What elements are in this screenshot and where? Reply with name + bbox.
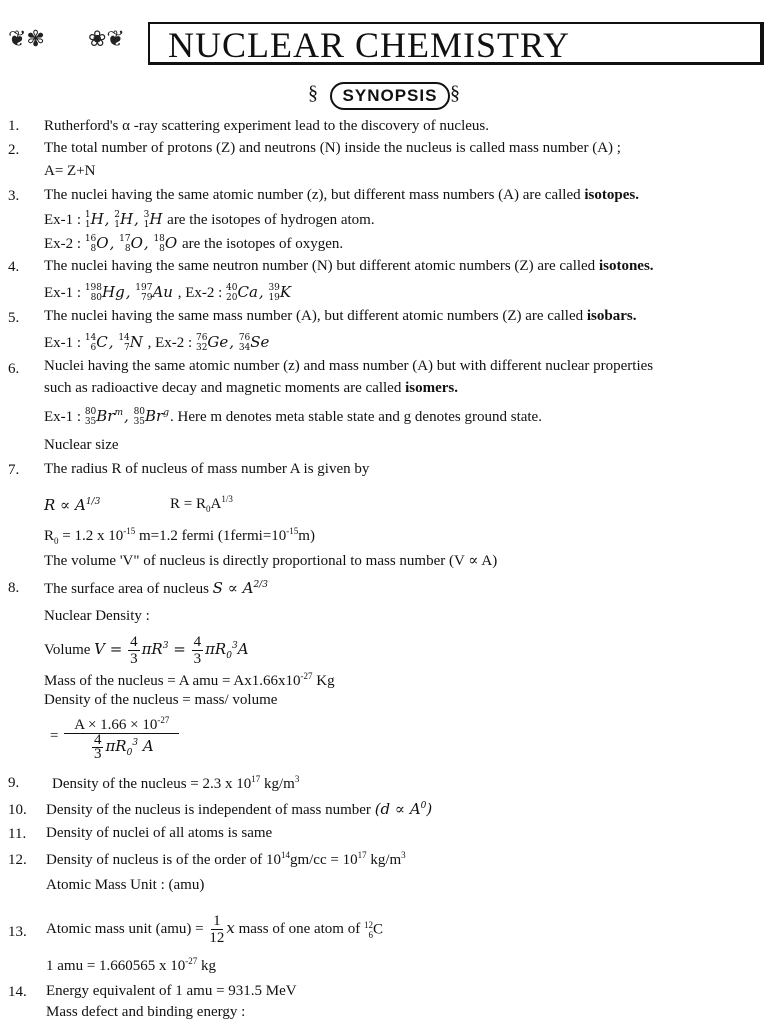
item-number: 7.: [8, 462, 20, 478]
item-number: 3.: [8, 188, 20, 204]
item-text: Density of nuclei of all atoms is same: [46, 825, 273, 841]
example-line: Ex-1 : 14 6 C, 14 7 N , Ex-2 : 76 32 Ge, 76 34 Se: [44, 333, 270, 353]
example-line: Ex-1 : 80 35 Br$^m$, 80 35 Br$^g$. Here m denotes meta stable state and g denotes ground state.: [44, 407, 542, 427]
flourish-icon: §: [308, 82, 318, 104]
subheading: Nuclear size: [44, 437, 119, 453]
formula: = $A \times 1.66 \times 10^{-27}$ $\frac{4}{3}$ $\pi R_0^3$ A: [50, 712, 181, 761]
item-text: Energy equivalent of 1 amu = 931.5 MeV: [46, 983, 297, 999]
item-text: Nuclei having the same atomic number (z) and mass number (A) but with different nuclear properties: [44, 358, 654, 374]
item-number: 11.: [8, 826, 27, 842]
example-line: Ex-1 : 198 80 Hg, 197 79 Au , Ex-2 : 40 20 Ca, 39 19 K: [44, 283, 292, 303]
formula: Volume V = $\frac{4}{3}$ $\pi R^3$ = $\frac{4}{3}$ $\pi R_0^3A$: [44, 634, 249, 667]
item-text: The total number of protons (Z) and neutrons (N) inside the nucleus is called mass number (A) ;: [44, 140, 621, 156]
item-text: The volume 'V" of nucleus is directly proportional to mass number (V ∝ A): [44, 553, 498, 569]
item-text: Rutherford's α -ray scattering experiment lead to the discovery of nucleus.: [44, 118, 489, 134]
item-number: 5.: [8, 310, 20, 326]
page-title: NUCLEAR CHEMISTRY: [168, 25, 571, 65]
item-text: A= Z+N: [44, 163, 96, 179]
ornament-icon: ❦✾: [8, 26, 45, 51]
subheading: Nuclear Density :: [44, 608, 150, 624]
item-text: Density of nucleus is of the order of $10^{14}gm/cc = 10^{17}$ $kg/m^3$: [46, 850, 406, 868]
item-text: The surface area of nucleus $S \propto A^{2/3}$: [44, 579, 268, 597]
subheading: Mass defect and binding energy :: [46, 1004, 246, 1020]
item-text: Density of the nucleus = 2.3 x $10^{17}$ $kg/m^3$: [52, 774, 300, 792]
formula: Mass of the nucleus = A amu = $Ax1.66x10^{-27}$ Kg: [44, 671, 335, 689]
item-number: 4.: [8, 259, 20, 275]
item-number: 13.: [8, 924, 27, 940]
example-line: Ex-2 : 16 8 O, 17 8 O, 18 8 O are the isotopes of oxygen.: [44, 234, 344, 254]
example-line: Ex-1 : 1 1 H, 2 1 H, 3 1 H are the isotopes of hydrogen atom.: [44, 210, 375, 230]
item-number: 9.: [8, 775, 20, 791]
item-text: The radius R of nucleus of mass number A is given by: [44, 461, 370, 477]
formula: $R = R_0A^{1/3}$: [170, 494, 233, 514]
item-number: 14.: [8, 984, 27, 1000]
item-text: Atomic mass unit (amu) = $\frac{1}{12}$ x mass of one atom of 12 6 C: [46, 913, 383, 946]
subheading: Atomic Mass Unit : (amu): [46, 877, 205, 893]
item-text: Density of the nucleus is independent of mass number $(d \propto A^0)$: [46, 800, 433, 818]
item-text: The nuclei having the same neutron number (N) but different atomic numbers (Z) are called isotones.: [44, 258, 654, 274]
synopsis-label: SYNOPSIS: [330, 82, 450, 110]
item-number: 8.: [8, 580, 20, 596]
item-text: The nuclei having the same mass number (A), but different atomic numbers (Z) are called isobars.: [44, 308, 637, 324]
item-number: 10.: [8, 802, 27, 818]
item-text: The nuclei having the same atomic number (z), but different mass numbers (A) are called isotopes.: [44, 187, 639, 203]
item-number: 12.: [8, 852, 27, 868]
item-number: 6.: [8, 361, 20, 377]
page-header: [6, 22, 760, 64]
item-number: 1.: [8, 118, 20, 134]
formula: $R \propto A^{1/3}$: [44, 496, 101, 514]
flourish-icon: §: [450, 82, 460, 104]
item-text: Density of the nucleus = mass/ volume: [44, 692, 278, 708]
item-number: 2.: [8, 142, 20, 158]
item-text: such as radioactive decay and magnetic moments are called isomers.: [44, 380, 458, 396]
formula: $R_0 = 1.2$ x $10^{-15}$ m=1.2 fermi $(1fermi=10^{-15}m)$: [44, 526, 315, 546]
formula: 1 amu = 1.660565 x $10^{-27}$ kg: [46, 956, 217, 974]
ornament-icon: ❀❦: [88, 26, 125, 51]
